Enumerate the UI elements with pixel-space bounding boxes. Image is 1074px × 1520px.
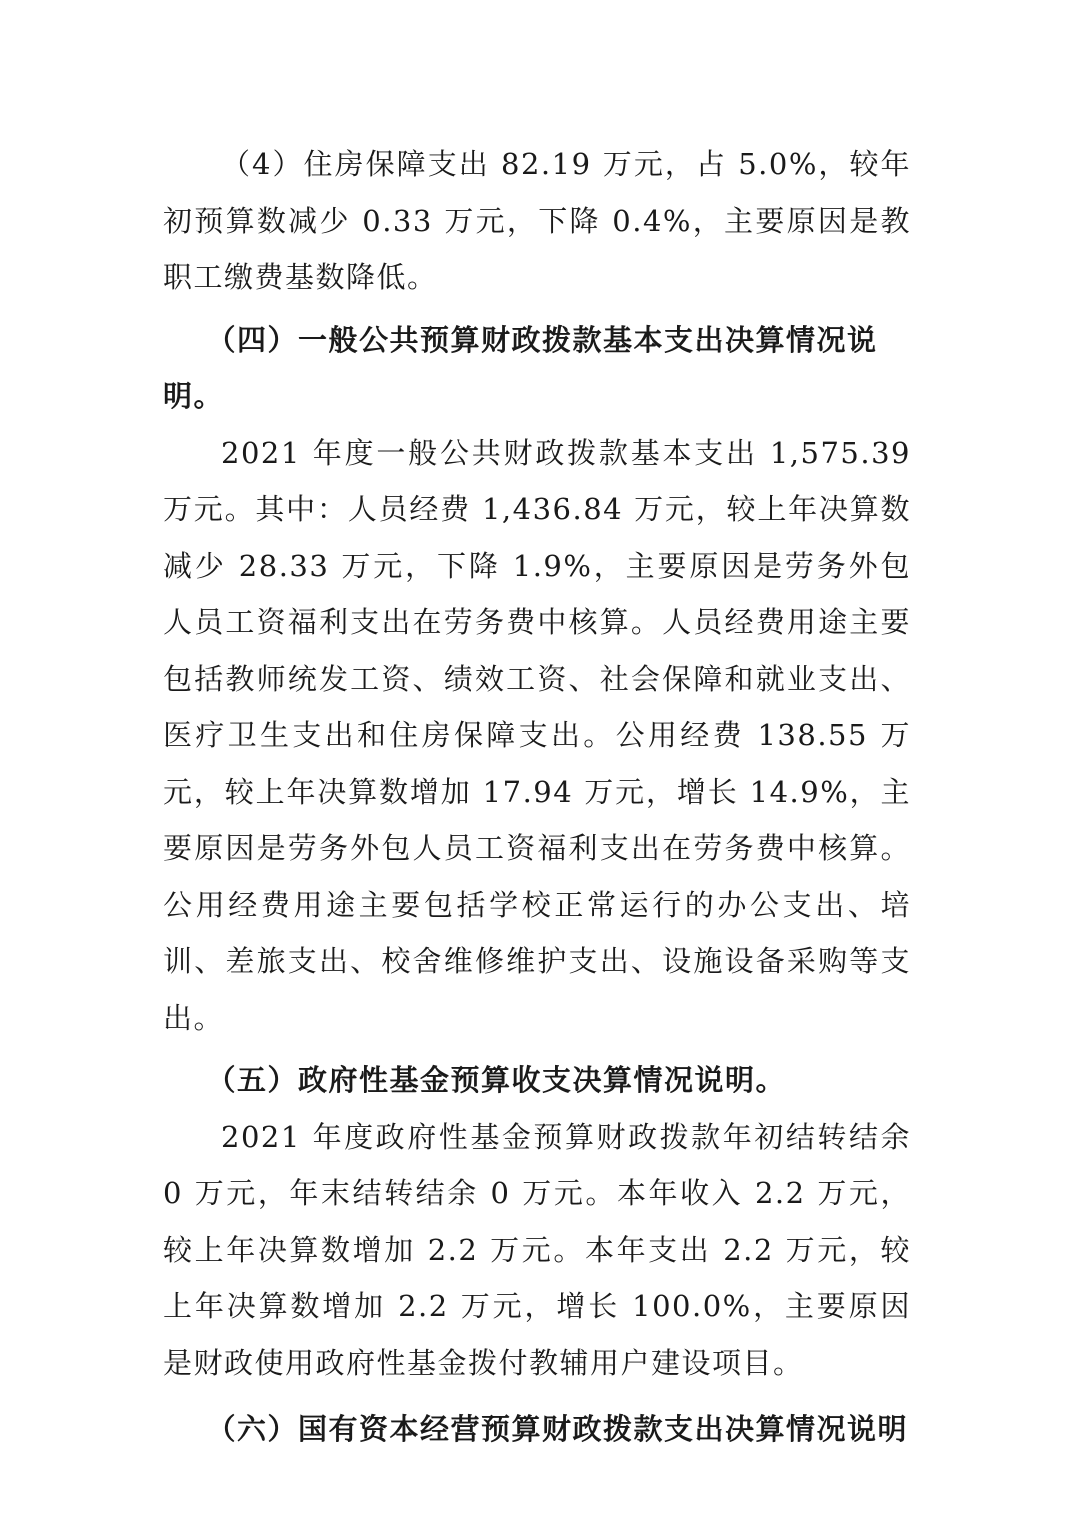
section-heading-6: （六）国有资本经营预算财政拨款支出决算情况说明 [206,1412,909,1446]
section-heading-4: （四）一般公共预算财政拨款基本支出决算情况说明。 [163,322,878,413]
paragraph-basic-expenditure: 2021 年度一般公共财政拨款基本支出 1,575.39 万元。其中：人员经费 1,436.84 万元，较上年决算数减少 28.33 万元，下降 1.9%，主要原因是劳务外包人员工资福利支出在劳务费中核算。人员经费用途主要包括教师统发工资、绩效工资、社会保障和就业支出、医疗卫生支出和住房保障支出。公用经费 138.55 万元，较上年决算数增加 17.94 万元，增长 14.9%，主要原因是劳务外包人员工资福利支出在劳务费中核算。公用经费用途主要包括学校正常运行的办公支出、培训、差旅支出、校舍维修维护支出、设施设备采购等支出。 [163,435,911,1035]
paragraph-housing-expenditure: （4）住房保障支出 82.19 万元，占 5.0%，较年初预算数减少 0.33 万元，下降 0.4%，主要原因是教职工缴费基数降低。 [163,147,911,294]
document-body [163,136,911,1458]
paragraph-government-fund: 2021 年度政府性基金预算财政拨款年初结转结余 0 万元，年末结转结余 0 万元。本年收入 2.2 万元，较上年决算数增加 2.2 万元。本年支出 2.2 万元，较上年决算数增加 2.2 万元，增长 100.0%，主要原因是财政使用政府性基金拨付教辅用户建设项目。 [163,1119,911,1380]
section-heading-5: （五）政府性基金预算收支决算情况说明。 [206,1063,787,1097]
